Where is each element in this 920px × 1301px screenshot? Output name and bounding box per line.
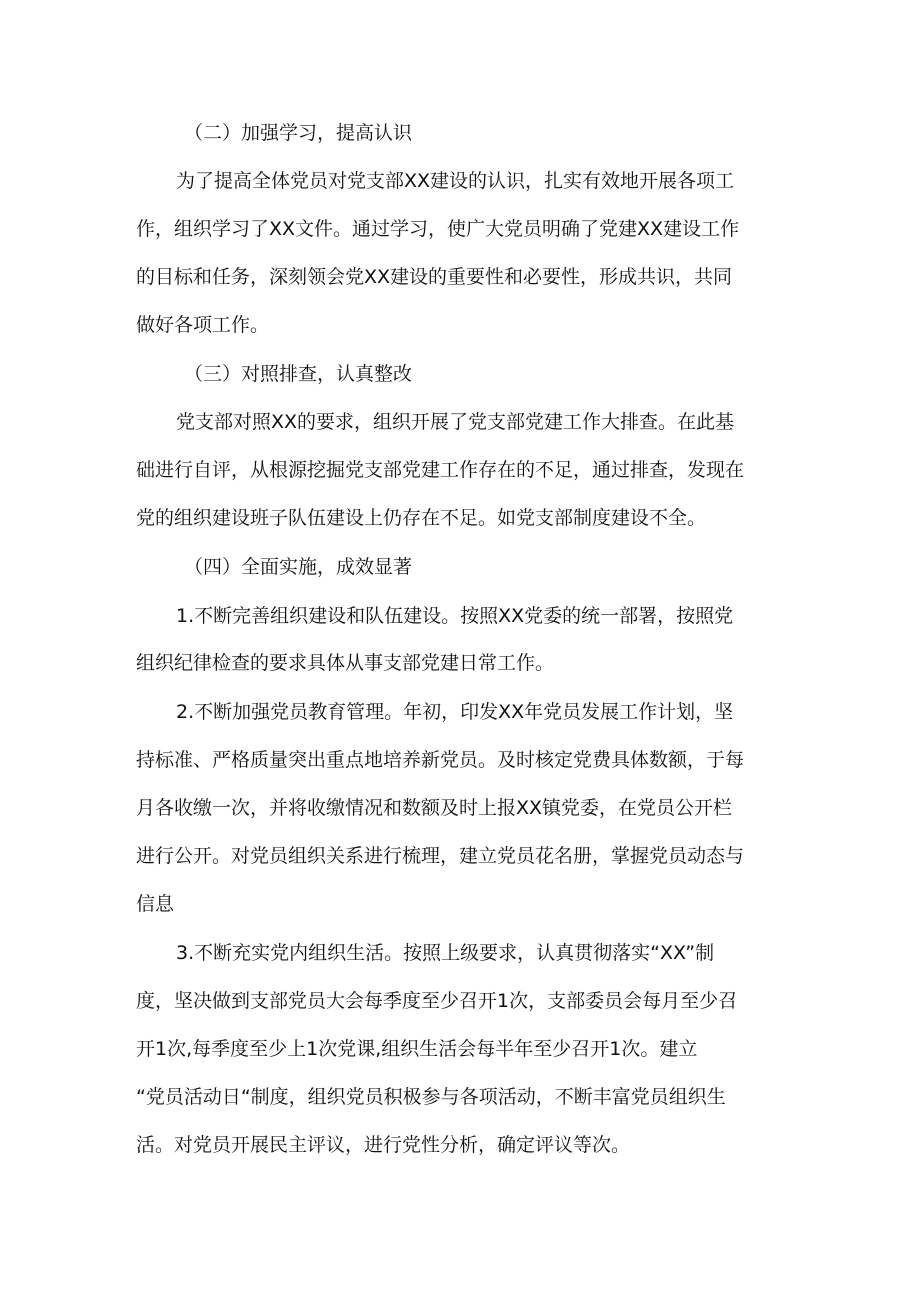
list-item-3-line: 活。对党员开展民主评议，进行党性分析，确定评议等次。 [136, 1134, 631, 1156]
paragraph-line: 础进行自评，从根源挖掘党支部党建工作存在的不足，通过排查，发现在 [136, 459, 745, 481]
list-item-3-line: 度，坚决做到支部党员大会每季度至少召开1次，支部委员会每月至少召 [136, 990, 738, 1012]
paragraph-line: 做好各项工作。 [136, 314, 270, 336]
paragraph-line: 党支部对照XX的要求，组织开展了党支部党建工作大排查。在此基 [176, 411, 735, 433]
paragraph-line: 作，组织学习了XX文件。通过学习，使广大党员明确了党建XX建设工作 [136, 218, 740, 240]
list-item-2-line: 2.不断加强党员教育管理。年初，印发XX年党员发展工作计划，坚 [176, 701, 734, 723]
paragraph-line: 党的组织建设班子队伍建设上仍存在不足。如党支部制度建设不全。 [136, 507, 707, 529]
paragraph-line: 为了提高全体党员对党支部XX建设的认识，扎实有效地开展各项工 [176, 170, 735, 192]
list-item-2-line: 信息 [136, 893, 175, 915]
list-item-2-line: 进行公开。对党员组织关系进行梳理，建立党员花名册，掌握党员动态与 [136, 845, 745, 867]
list-item-1-line: 组织纪律检查的要求具体从事支部党建日常工作。 [136, 652, 555, 674]
paragraph-line: 的目标和任务，深刻领会党XX建设的重要性和必要性，形成共识，共同 [136, 266, 733, 288]
section-heading-3: （三）对照排查，认真整改 [184, 363, 413, 385]
list-item-3-line: 开1次,每季度至少上1次党课,组织生活会每半年至少召开1次。建立 [136, 1038, 698, 1060]
section-heading-2: （二）加强学习，提高认识 [184, 122, 413, 144]
list-item-1-line: 1.不断完善组织建设和队伍建设。按照XX党委的统一部署，按照党 [176, 605, 734, 627]
list-item-3-line: 3.不断充实党内组织生活。按照上级要求，认真贯彻落实“XX”制 [176, 942, 715, 964]
list-item-2-line: 月各收缴一次，并将收缴情况和数额及时上报XX镇党委，在党员公开栏 [136, 797, 733, 819]
list-item-2-line: 持标准、严格质量突出重点地培养新党员。及时核定党费具体数额，于每 [136, 749, 745, 771]
section-heading-4: （四）全面实施，成效显著 [184, 556, 413, 578]
list-item-3-line: “党员活动日“制度，组织党员积极参与各项活动，不断丰富党员组织生 [136, 1086, 726, 1108]
